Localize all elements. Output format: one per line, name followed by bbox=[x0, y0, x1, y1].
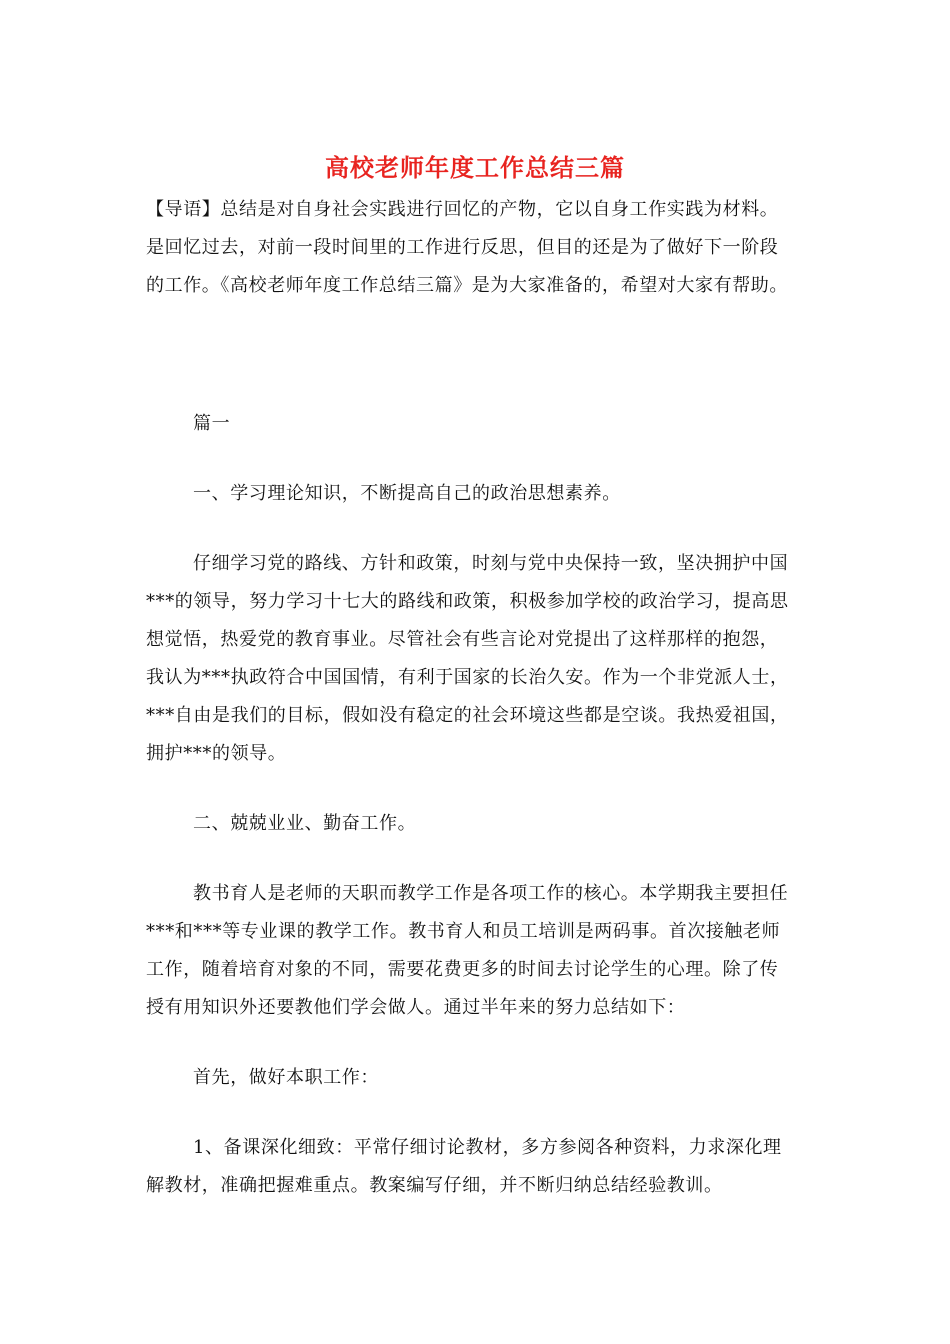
heading-1: 一、学习理论知识，不断提高自己的政治思想素养。 bbox=[193, 483, 621, 504]
paragraph-line: ***自由是我们的目标，假如没有稳定的社会环境这些都是空谈。我热爱祖国， bbox=[146, 705, 789, 726]
intro-line: 是回忆过去，对前一段时间里的工作进行反思，但目的还是为了做好下一阶段 bbox=[146, 237, 779, 258]
paragraph-line: 拥护***的领导。 bbox=[146, 743, 287, 764]
paragraph-line: 仔细学习党的路线、方针和政策，时刻与党中央保持一致，坚决拥护中国 bbox=[193, 553, 789, 574]
paragraph-line: 我认为***执政符合中国国情，有利于国家的长治久安。作为一个非党派人士， bbox=[146, 667, 789, 688]
paragraph-line: 授有用知识外还要教他们学会做人。通过半年来的努力总结如下： bbox=[146, 997, 686, 1018]
paragraph-line: 工作，随着培育对象的不同，需要花费更多的时间去讨论学生的心理。除了传 bbox=[146, 959, 779, 980]
paragraph-line: 1、备课深化细致：平常仔细讨论教材，多方参阅各种资料，力求深化理 bbox=[193, 1137, 782, 1158]
paragraph-line: 教书育人是老师的天职而教学工作是各项工作的核心。本学期我主要担任 bbox=[193, 883, 789, 904]
intro-line: 【导语】总结是对自身社会实践进行回忆的产物，它以自身工作实践为材料。 bbox=[146, 199, 779, 220]
paragraph-line: 解教材，准确把握难重点。教案编写仔细，并不断归纳总结经验教训。 bbox=[146, 1175, 723, 1196]
document-title: 高校老师年度工作总结三篇 bbox=[325, 153, 625, 182]
heading-3: 首先，做好本职工作： bbox=[193, 1067, 379, 1088]
section-label: 篇一 bbox=[193, 413, 231, 434]
paragraph-line: ***和***等专业课的教学工作。教书育人和员工培训是两码事。首次接触老师 bbox=[146, 921, 781, 942]
paragraph-line: ***的领导，努力学习十七大的路线和政策，积极参加学校的政治学习，提高思 bbox=[146, 591, 789, 612]
paragraph-line: 想觉悟，热爱党的教育事业。尽管社会有些言论对党提出了这样那样的抱怨， bbox=[146, 629, 779, 650]
heading-2: 二、兢兢业业、勤奋工作。 bbox=[193, 813, 417, 834]
intro-line: 的工作。《高校老师年度工作总结三篇》是为大家准备的，希望对大家有帮助。 bbox=[146, 275, 788, 296]
